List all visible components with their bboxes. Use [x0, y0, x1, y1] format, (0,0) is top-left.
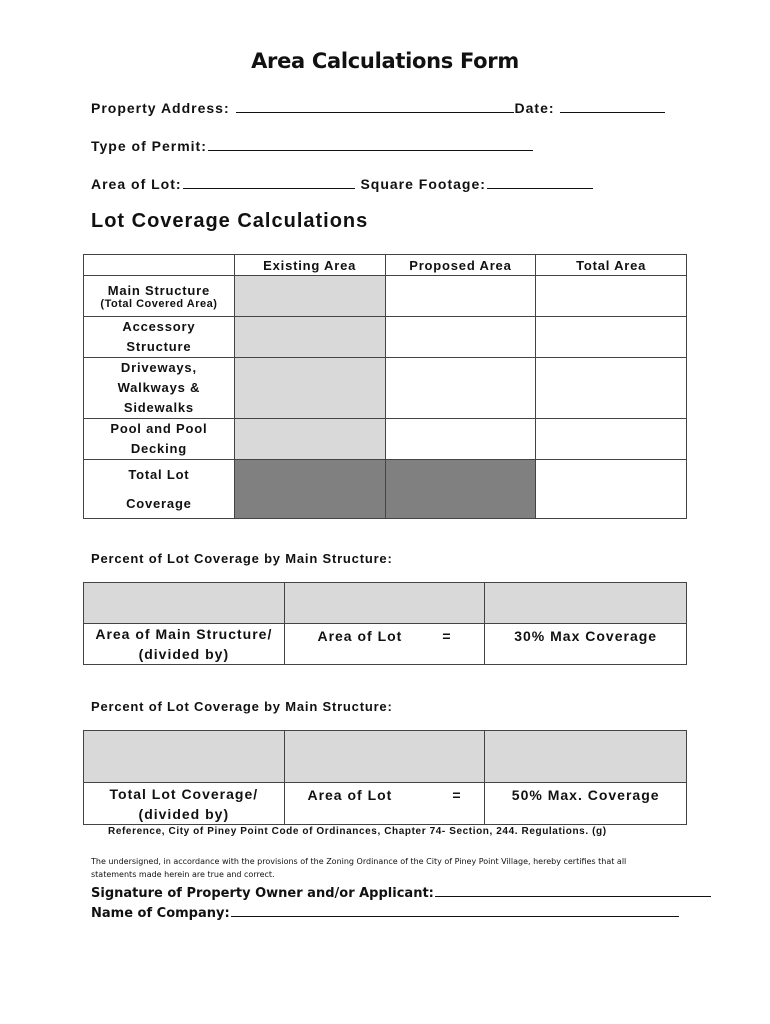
column-header: Total Area: [536, 255, 687, 276]
row-label-total: [84, 460, 235, 519]
percent-main-col1-line2: (divided by): [138, 646, 230, 662]
percent-main-input-2[interactable]: [284, 583, 485, 624]
percent-main-col2: [284, 624, 485, 665]
percent-total-col1: [84, 783, 285, 825]
table-row: [84, 317, 687, 358]
percent-main-input-3[interactable]: [485, 583, 687, 624]
signature-row: [91, 882, 712, 901]
column-header: Proposed Area: [385, 255, 536, 276]
equals-sign: =: [452, 787, 462, 803]
form-title: Area Calculations Form: [251, 49, 519, 73]
row-label-accessory: [84, 317, 235, 358]
lot-coverage-title: Lot Coverage Calculations: [91, 210, 369, 232]
percent-main-label: Percent of Lot Coverage by Main Structure:: [91, 551, 393, 566]
driveways-label-line2: Walkways &: [117, 380, 201, 395]
certification-line2: statements made herein are true and correct.: [91, 870, 275, 879]
row-label-main-structure: [84, 276, 235, 317]
area-of-lot-row: [91, 174, 594, 192]
main-proposed-cell[interactable]: [385, 276, 536, 317]
square-footage-field[interactable]: [487, 174, 593, 189]
percent-total-input-3[interactable]: [485, 731, 687, 783]
certification-text: [91, 855, 651, 881]
percent-main-table: [83, 582, 687, 665]
date-label: Date:: [514, 100, 555, 116]
percent-total-label-row: [84, 783, 687, 825]
type-of-permit-row: [91, 136, 534, 154]
main-structure-label: Main Structure: [107, 282, 210, 298]
total-existing-cell: [234, 460, 385, 519]
row-label-driveways: [84, 358, 235, 419]
signature-field[interactable]: [435, 882, 711, 897]
percent-total-table: [83, 730, 687, 825]
total-label-line2: Coverage: [126, 496, 192, 511]
company-field[interactable]: [231, 902, 679, 917]
header-blank-cell: [84, 255, 235, 276]
table-row: [84, 460, 687, 519]
equals-sign: =: [442, 628, 452, 644]
type-of-permit-field[interactable]: [208, 136, 533, 151]
company-label: Name of Company:: [91, 906, 230, 921]
percent-total-col2: [284, 783, 485, 825]
accessory-total-cell[interactable]: [536, 317, 687, 358]
pool-label-line1: Pool and Pool: [110, 421, 208, 436]
table-row: [84, 358, 687, 419]
type-of-permit-label: Type of Permit:: [91, 138, 207, 154]
row-label-pool: [84, 419, 235, 460]
driveways-label-line1: Driveways,: [120, 360, 197, 375]
percent-total-input-2[interactable]: [284, 731, 485, 783]
area-of-lot-field[interactable]: [183, 174, 355, 189]
accessory-proposed-cell[interactable]: [385, 317, 536, 358]
square-footage-label: Square Footage:: [360, 176, 486, 192]
accessory-label-line1: Accessory: [122, 319, 196, 334]
total-proposed-cell: [385, 460, 536, 519]
percent-total-input-1[interactable]: [84, 731, 285, 783]
percent-total-area-of-lot: Area of Lot: [307, 787, 393, 803]
percent-main-col1: [84, 624, 285, 665]
property-address-field[interactable]: [236, 98, 514, 113]
pool-total-cell[interactable]: [536, 419, 687, 460]
main-existing-cell: [234, 276, 385, 317]
percent-total-col3: 50% Max. Coverage: [485, 783, 687, 825]
company-row: [91, 902, 680, 921]
total-total-cell[interactable]: [536, 460, 687, 519]
percent-main-area-of-lot: Area of Lot: [317, 628, 403, 644]
percent-main-col1-line1: Area of Main Structure/: [95, 626, 273, 642]
reference-note: Reference, City of Piney Point Code of Ordinances, Chapter 74- Section, 244. Regulations. (g): [108, 826, 607, 837]
pool-proposed-cell[interactable]: [385, 419, 536, 460]
accessory-label-line2: Structure: [126, 339, 192, 354]
total-label-line1: Total Lot: [128, 467, 190, 482]
area-of-lot-label: Area of Lot:: [91, 176, 182, 192]
column-header: Existing Area: [234, 255, 385, 276]
pool-existing-cell: [234, 419, 385, 460]
table-header-row: [84, 255, 687, 276]
percent-main-label-row: [84, 624, 687, 665]
property-address-label: Property Address:: [91, 100, 230, 116]
certification-line1: The undersigned, in accordance with the provisions of the Zoning Ordinance of the City of Piney Point Village, hereby certifies that all: [91, 857, 627, 866]
table-row: [84, 419, 687, 460]
percent-main-header-row: [84, 583, 687, 624]
lot-coverage-table: [83, 254, 687, 519]
property-address-row: [91, 98, 666, 116]
percent-total-label: Percent of Lot Coverage by Main Structure:: [91, 699, 393, 714]
percent-total-col1-line1: Total Lot Coverage/: [109, 785, 259, 802]
main-structure-sublabel: (Total Covered Area): [100, 297, 218, 310]
percent-main-input-1[interactable]: [84, 583, 285, 624]
date-field[interactable]: [560, 98, 665, 113]
driveways-existing-cell: [234, 358, 385, 419]
pool-label-line2: Decking: [130, 441, 187, 456]
table-row: [84, 276, 687, 317]
percent-main-col3: 30% Max Coverage: [485, 624, 687, 665]
percent-total-col1-line2: (divided by): [138, 805, 230, 822]
driveways-proposed-cell[interactable]: [385, 358, 536, 419]
signature-label: Signature of Property Owner and/or Applicant:: [91, 886, 434, 901]
accessory-existing-cell: [234, 317, 385, 358]
driveways-total-cell[interactable]: [536, 358, 687, 419]
driveways-label-line3: Sidewalks: [123, 400, 194, 415]
main-total-cell[interactable]: [536, 276, 687, 317]
percent-total-header-row: [84, 731, 687, 783]
